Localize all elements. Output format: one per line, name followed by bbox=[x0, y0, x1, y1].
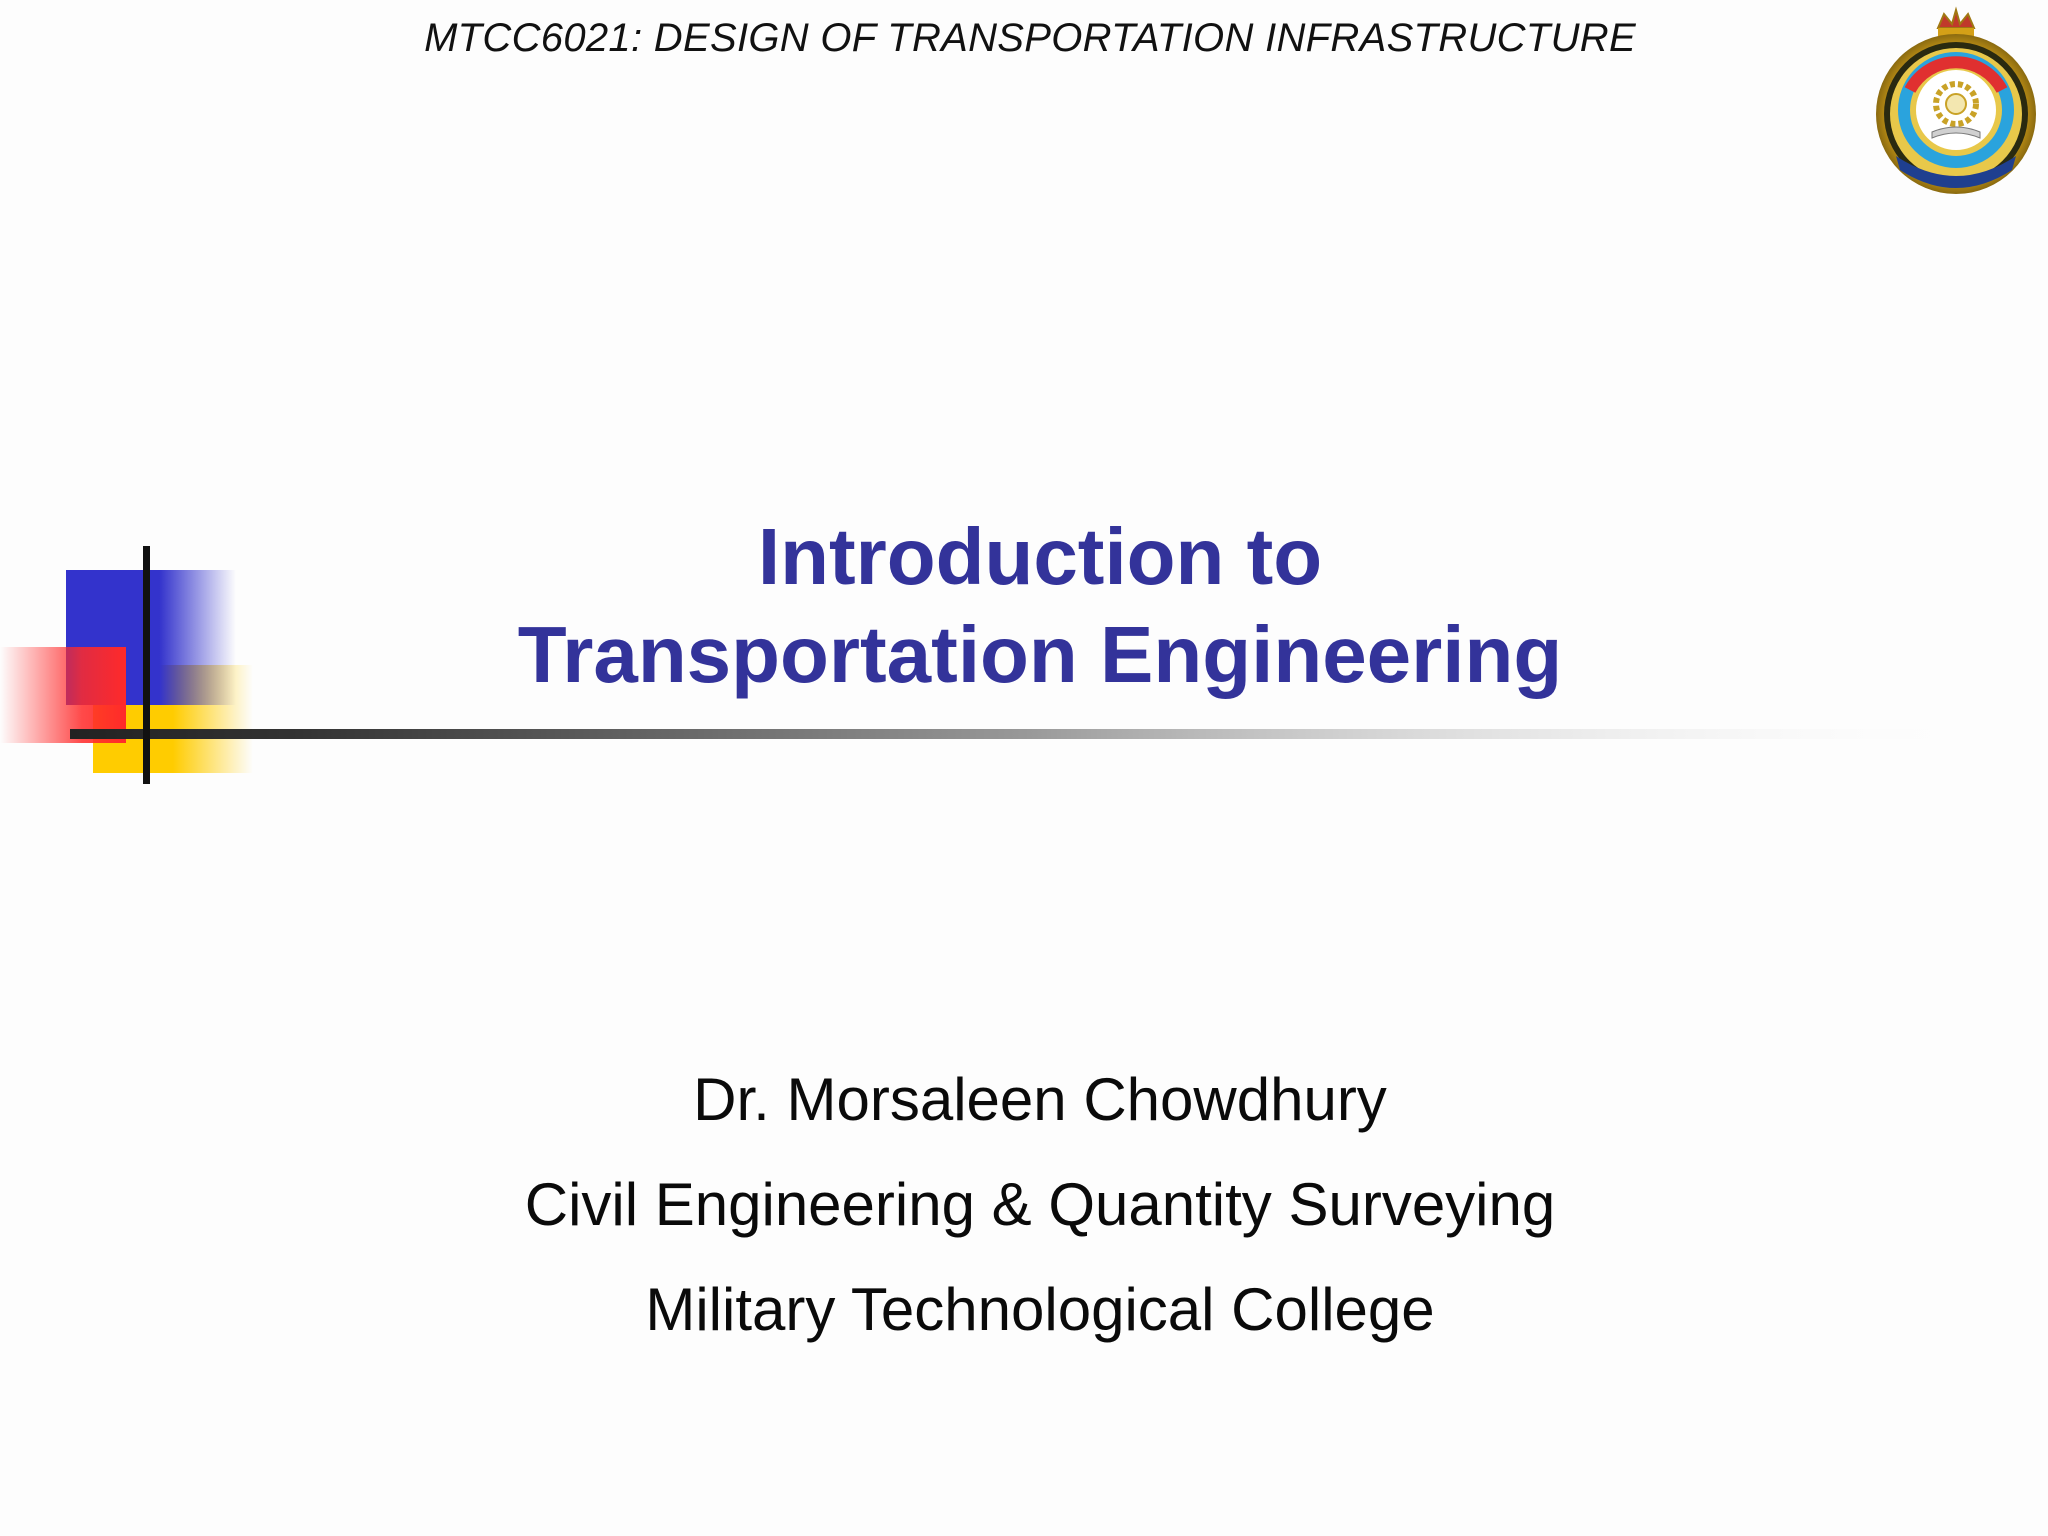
course-header: MTCC6021: DESIGN OF TRANSPORTATION INFRASTRUCTURE bbox=[424, 16, 1636, 60]
college-crest-icon bbox=[1866, 6, 2046, 194]
presenter-institution: Military Technological College bbox=[645, 1276, 1435, 1343]
slide-title-line-2: Transportation Engineering bbox=[517, 610, 1563, 699]
presenter-department: Civil Engineering & Quantity Surveying bbox=[524, 1171, 1556, 1238]
slide-title-line-1: Introduction to bbox=[757, 512, 1323, 601]
presenter-block bbox=[0, 1060, 2048, 1375]
presenter-name: Dr. Morsaleen Chowdhury bbox=[693, 1066, 1387, 1133]
slide-title bbox=[0, 508, 2048, 704]
deco-horizontal-rule bbox=[70, 729, 1990, 739]
